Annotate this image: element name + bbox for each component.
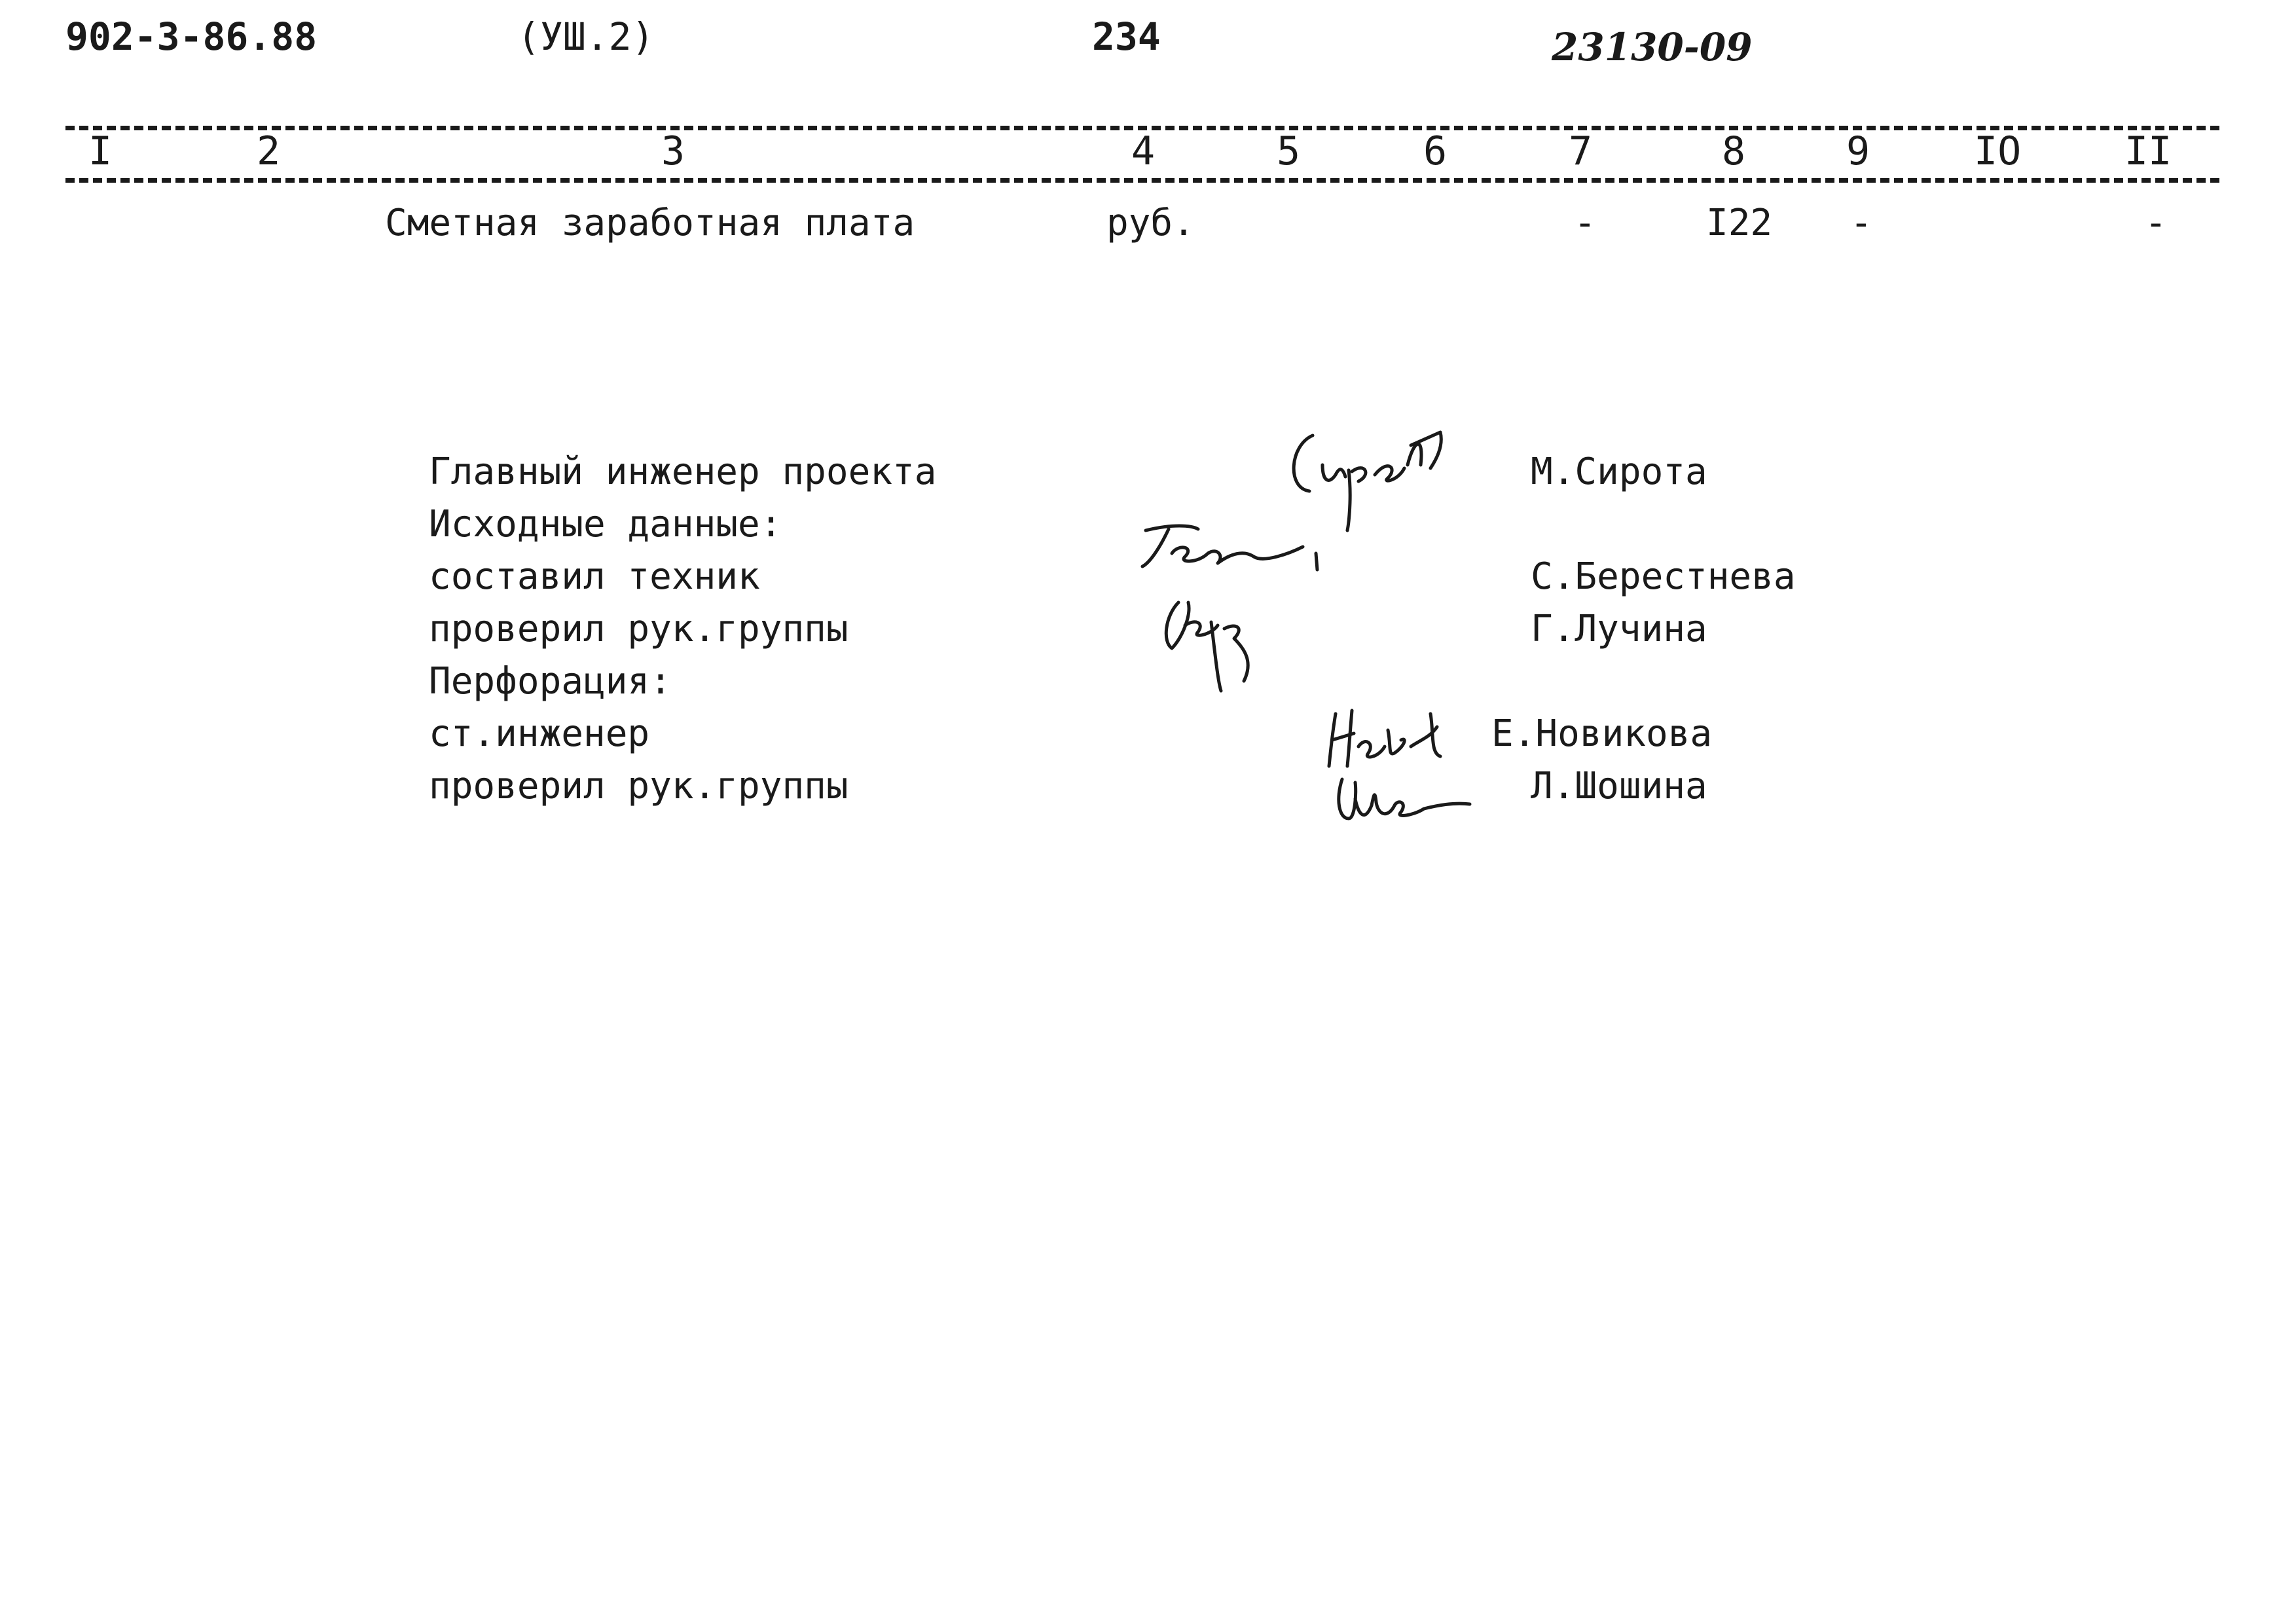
column-number-5: 5 bbox=[1277, 128, 1301, 174]
senior-engineer-name: Е.Новикова bbox=[1491, 712, 1713, 755]
column-number-1: I bbox=[88, 128, 113, 174]
page-number: 234 bbox=[1092, 14, 1161, 59]
chief-engineer-name: М.Сирота bbox=[1531, 451, 1707, 493]
signature-shoshina bbox=[1329, 766, 1499, 832]
checked-name-2: Л.Шошина bbox=[1531, 765, 1707, 807]
column-number-8: 8 bbox=[1722, 128, 1746, 174]
senior-engineer-label: ст.инженер bbox=[429, 712, 650, 755]
row-description: Сметная заработная плата bbox=[385, 202, 915, 244]
column-number-6: 6 bbox=[1423, 128, 1448, 174]
chief-engineer-label: Главный инженер проекта bbox=[429, 451, 937, 493]
signature-luchina bbox=[1152, 576, 1316, 707]
inventory-number: 23130-09 bbox=[1552, 25, 1753, 69]
perforation-label: Перфорация: bbox=[429, 660, 672, 703]
column-number-2: 2 bbox=[257, 128, 281, 174]
column-number-7: 7 bbox=[1569, 128, 1593, 174]
column-number-4: 4 bbox=[1131, 128, 1156, 174]
row-col9: - bbox=[1850, 202, 1872, 244]
column-number-11: II bbox=[2124, 128, 2172, 174]
checked-label-2: проверил рук.группы bbox=[429, 765, 848, 807]
column-number-3: 3 bbox=[661, 128, 685, 174]
checked-label-1: проверил рук.группы bbox=[429, 608, 848, 650]
column-number-10: IO bbox=[1974, 128, 2022, 174]
row-col11: - bbox=[2145, 202, 2167, 244]
column-header-bottom-rule bbox=[65, 178, 2219, 183]
row-col7: - bbox=[1574, 202, 1596, 244]
row-col8: I22 bbox=[1706, 202, 1773, 244]
section-label: (УШ.2) bbox=[517, 14, 655, 59]
checked-name-1: Г.Лучина bbox=[1531, 608, 1707, 650]
compiled-label: составил техник bbox=[429, 555, 760, 598]
signature-novikova bbox=[1322, 701, 1480, 773]
source-data-label: Исходные данные: bbox=[429, 503, 782, 545]
column-number-9: 9 bbox=[1846, 128, 1870, 174]
compiled-name: С.Берестнева bbox=[1531, 555, 1796, 598]
row-unit: руб. bbox=[1106, 202, 1195, 244]
document-code: 902-3-86.88 bbox=[65, 14, 318, 59]
